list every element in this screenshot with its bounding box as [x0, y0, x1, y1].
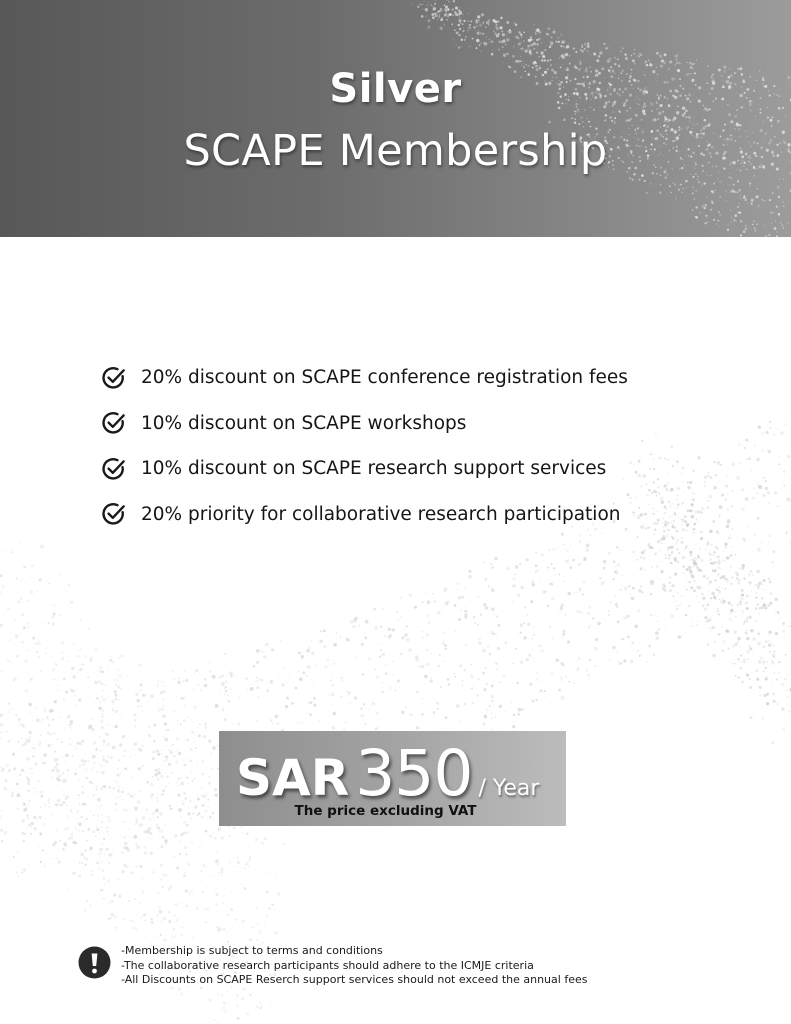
- benefit-text: 20% discount on SCAPE conference registration fees: [141, 367, 628, 389]
- benefit-item: [101, 355, 701, 401]
- price-currency: SAR: [236, 749, 350, 807]
- price-period: / Year: [478, 776, 540, 801]
- price-box: [219, 731, 566, 826]
- price-amount: 350: [355, 737, 473, 810]
- membership-title: SCAPE Membership: [183, 126, 608, 176]
- check-circle-icon: [101, 410, 127, 436]
- membership-tier-title: Silver: [329, 66, 462, 112]
- price-line: [236, 737, 539, 810]
- price-vat-note: The price excluding VAT: [294, 803, 477, 819]
- benefit-text: 10% discount on SCAPE research support services: [141, 458, 607, 480]
- notes-list: [121, 944, 641, 988]
- benefit-item: [101, 446, 701, 492]
- header-banner: [0, 0, 791, 237]
- check-circle-icon: [101, 501, 127, 527]
- benefit-item: [101, 401, 701, 447]
- benefit-text: 10% discount on SCAPE workshops: [141, 412, 467, 434]
- note-item: -The collaborative research participants should adhere to the ICMJE criteria: [121, 958, 534, 972]
- note-item: -Membership is subject to terms and conditions: [121, 944, 383, 957]
- note-item: -All Discounts on SCAPE Reserch support services should not exceed the annual fees: [121, 973, 588, 986]
- benefit-item: [101, 492, 701, 538]
- benefit-text: 20% priority for collaborative research participation: [141, 503, 621, 525]
- benefits-list: [101, 355, 701, 537]
- check-circle-icon: [101, 456, 127, 482]
- check-circle-icon: [101, 365, 127, 391]
- exclamation-icon: [78, 946, 111, 979]
- sparkle-trail-decoration: [0, 0, 791, 237]
